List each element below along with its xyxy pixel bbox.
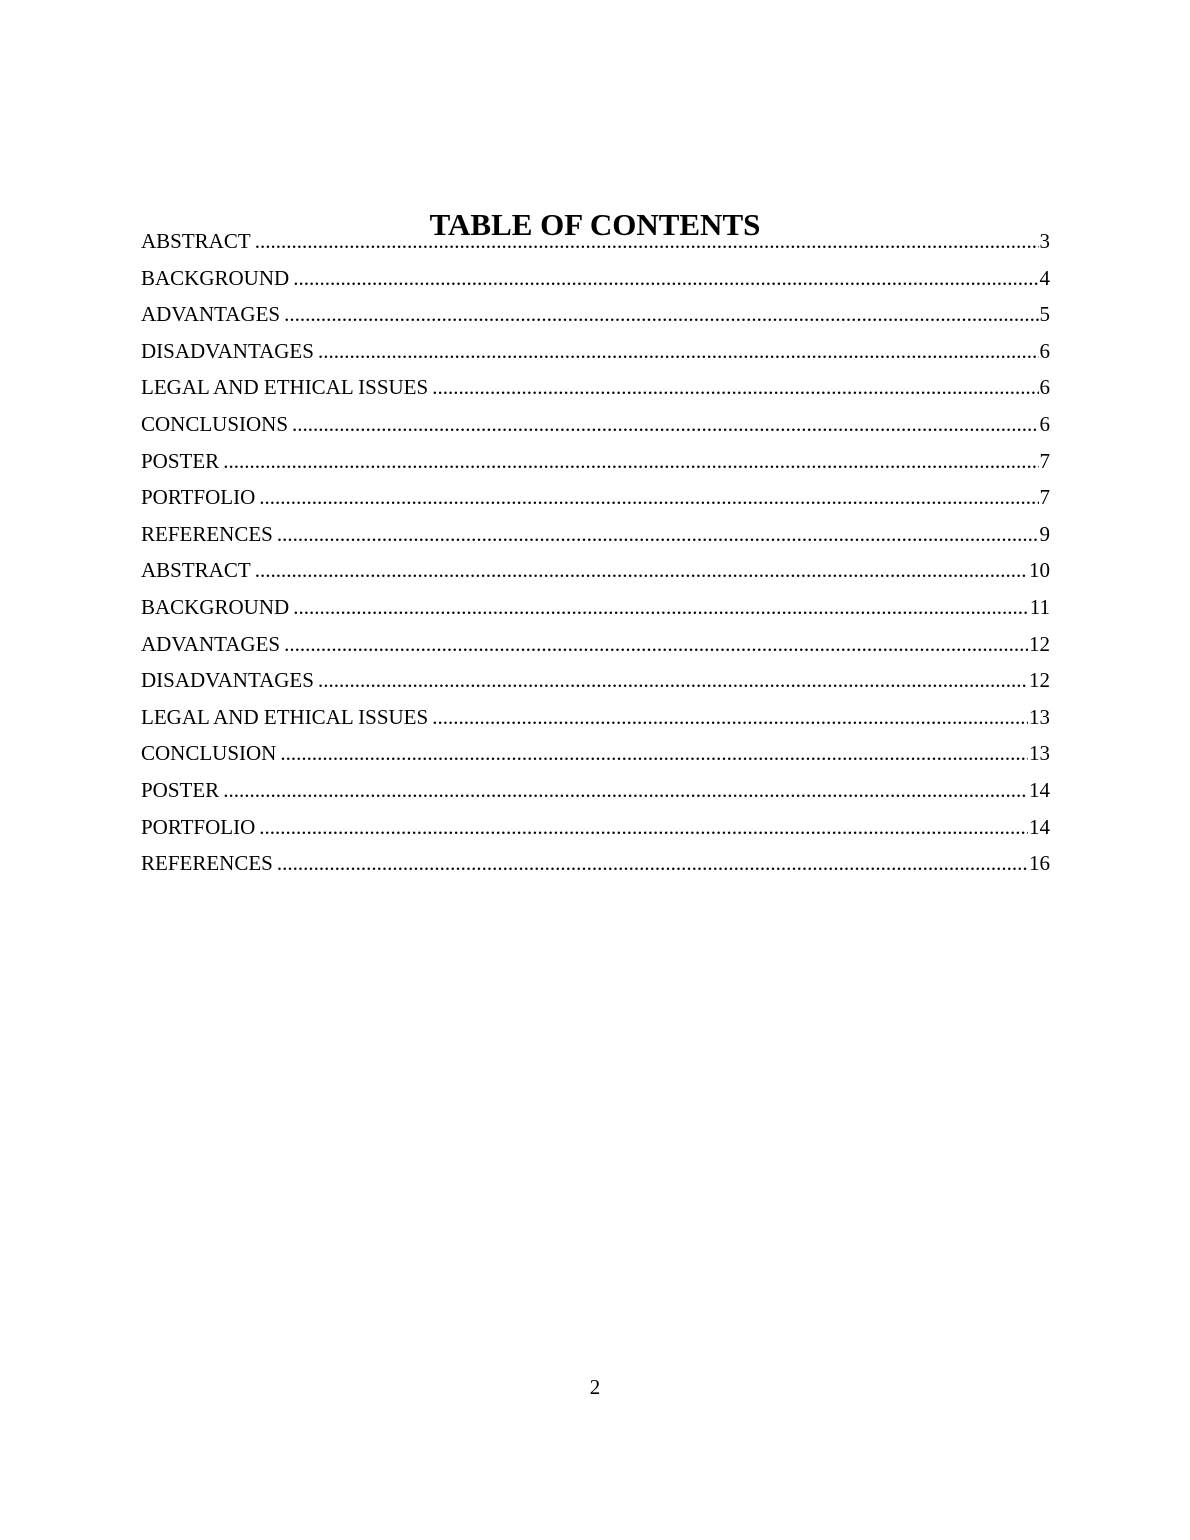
toc-entry-page: 3 (1039, 229, 1050, 253)
toc-entry-label: LEGAL AND ETHICAL ISSUES (141, 375, 429, 400)
toc-entry-page: 6 (1039, 411, 1050, 436)
toc-entry-label: BACKGROUND (141, 265, 290, 290)
toc-entry-leader (292, 406, 1038, 443)
toc-entry[interactable] (141, 296, 1050, 333)
toc-entry[interactable] (141, 589, 1050, 626)
toc-entry-page: 14 (1029, 777, 1050, 802)
toc-entry-label: BACKGROUND (141, 594, 290, 619)
toc-entry-page: 16 (1029, 851, 1050, 876)
toc-entry-leader (284, 296, 1038, 333)
toc-entry[interactable] (141, 699, 1050, 736)
toc-entry-label: PORTFOLIO (141, 485, 256, 510)
toc-entry[interactable] (141, 516, 1050, 553)
toc-entry-page: 4 (1039, 265, 1050, 290)
toc-entry[interactable] (141, 772, 1050, 809)
toc-entry-leader (318, 333, 1039, 370)
toc-entry-label: REFERENCES (141, 521, 273, 546)
toc-entry-leader (277, 845, 1028, 882)
toc-entry-leader (223, 772, 1028, 809)
toc-entry-page: 5 (1039, 302, 1050, 327)
toc-entry-page: 6 (1039, 375, 1050, 400)
toc-entry-page: 6 (1039, 338, 1050, 363)
toc-entry-page: 13 (1029, 741, 1050, 766)
toc-entry-label: ABSTRACT (141, 229, 251, 253)
toc-entry-page: 11 (1029, 594, 1050, 619)
toc-entry-label: POSTER (141, 777, 220, 802)
page-number: 2 (589, 1375, 601, 1399)
toc-entry[interactable] (141, 406, 1050, 443)
toc-entry-page: 9 (1039, 521, 1050, 546)
toc-entry-page: 7 (1039, 485, 1050, 510)
toc-entry-leader (255, 223, 1039, 260)
toc-entry-page: 14 (1029, 814, 1050, 839)
toc-entry[interactable] (141, 662, 1050, 699)
toc-entry-label: CONCLUSION (141, 741, 277, 766)
toc-entry[interactable] (141, 260, 1050, 297)
toc-entry[interactable] (141, 479, 1050, 516)
toc-entry-page: 12 (1029, 668, 1050, 693)
toc-entry-leader (280, 735, 1028, 772)
toc-entry-label: ADVANTAGES (141, 302, 281, 327)
toc-entry-leader (259, 479, 1038, 516)
toc-entry-leader (284, 626, 1028, 663)
toc-entry-label: DISADVANTAGES (141, 668, 314, 693)
toc-entry-label: POSTER (141, 448, 220, 473)
toc-entry-label: DISADVANTAGES (141, 338, 314, 363)
toc-entry-label: CONCLUSIONS (141, 411, 289, 436)
toc-entry[interactable] (141, 845, 1050, 882)
toc-entry[interactable] (141, 333, 1050, 370)
toc-entry-label: PORTFOLIO (141, 814, 256, 839)
toc-entry-label: LEGAL AND ETHICAL ISSUES (141, 704, 429, 729)
toc-list (141, 223, 1050, 882)
toc-entry[interactable] (141, 735, 1050, 772)
toc-entry[interactable] (141, 552, 1050, 589)
toc-entry-leader (318, 662, 1028, 699)
toc-entry-page: 7 (1039, 448, 1050, 473)
toc-entry-label: ADVANTAGES (141, 631, 281, 656)
toc-entry-leader (293, 260, 1038, 297)
toc-entry[interactable] (141, 809, 1050, 846)
toc-entry-leader (255, 552, 1028, 589)
toc-entry-label: REFERENCES (141, 851, 273, 876)
toc-entry-leader (432, 369, 1038, 406)
toc-entry[interactable] (141, 223, 1050, 260)
toc-entry-leader (432, 699, 1028, 736)
toc-entry[interactable] (141, 443, 1050, 480)
toc-entry-page: 12 (1029, 631, 1050, 656)
toc-entry-leader (277, 516, 1039, 553)
toc-title: TABLE OF CONTENTS (429, 206, 761, 242)
toc-entry-label: ABSTRACT (141, 558, 251, 583)
toc-entry-page: 10 (1029, 558, 1050, 583)
toc-entry[interactable] (141, 626, 1050, 663)
toc-entry-leader (223, 443, 1038, 480)
toc-entry-page: 13 (1029, 704, 1050, 729)
toc-entry-leader (293, 589, 1029, 626)
toc-entry[interactable] (141, 369, 1050, 406)
toc-entry-leader (259, 809, 1028, 846)
